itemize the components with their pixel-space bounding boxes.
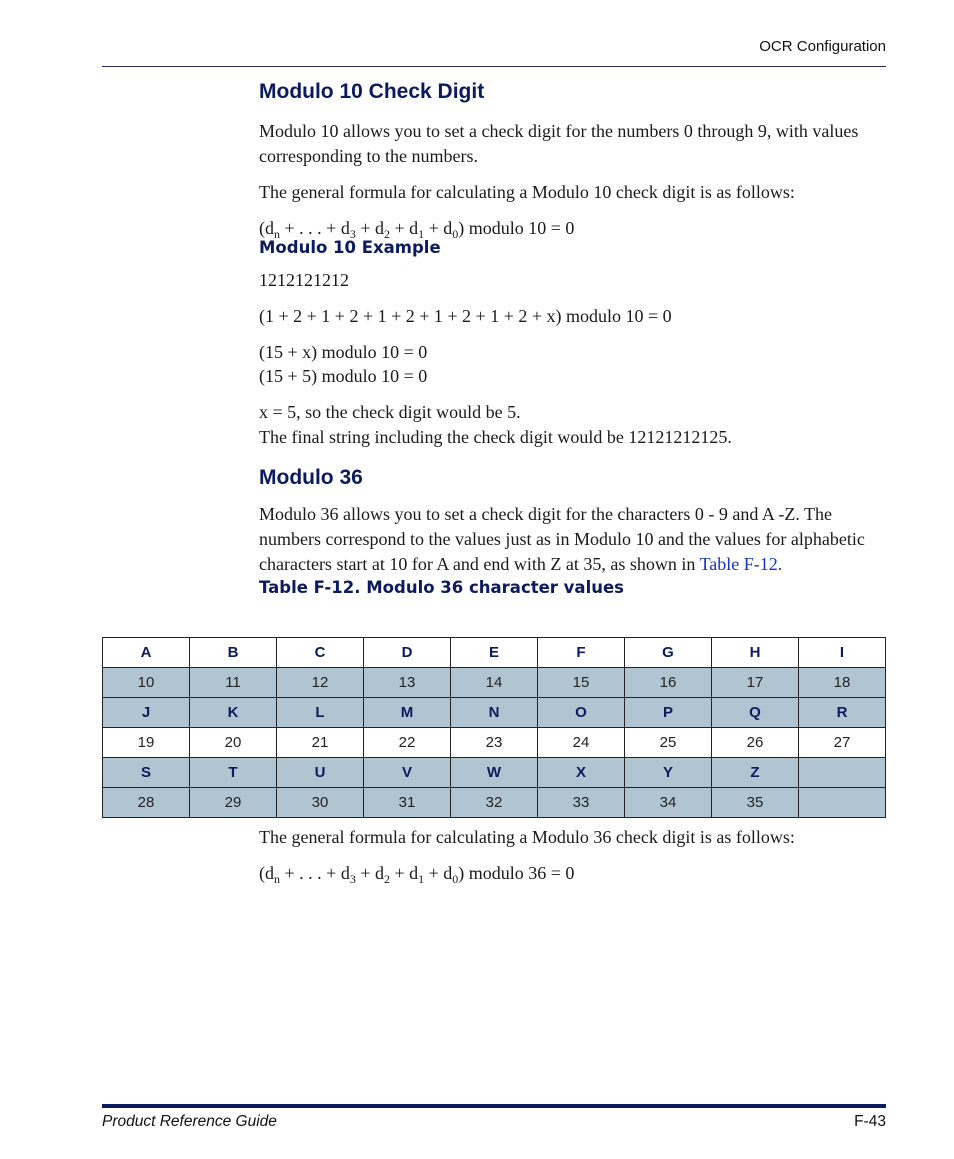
table-cell [799, 758, 886, 788]
page-content [259, 78, 889, 599]
mod10-formula: ($d_n$ + . . . + $d_3 + d_2 + d_1 + d_0$) modulo 10 = 0 [259, 218, 575, 241]
table-cell: 17 [712, 668, 799, 698]
table-cell: R [799, 698, 886, 728]
table-cell: Y [625, 758, 712, 788]
table-cell: 11 [190, 668, 277, 698]
table-cell: 12 [277, 668, 364, 698]
header-divider [102, 66, 886, 67]
table-caption: Table F-12. Modulo 36 character values [259, 578, 624, 597]
table-cell: O [538, 698, 625, 728]
table-row [103, 668, 886, 698]
table-cell: I [799, 638, 886, 668]
table-cell: 26 [712, 728, 799, 758]
table-link[interactable]: Table F-12. [699, 554, 783, 574]
table-cell: P [625, 698, 712, 728]
table-cell: 33 [538, 788, 625, 818]
table-cell: C [277, 638, 364, 668]
example-heading: Modulo 10 Example [259, 238, 441, 257]
mod36-heading: Modulo 36 [259, 466, 363, 489]
table-cell: K [190, 698, 277, 728]
table-cell: Z [712, 758, 799, 788]
mod10-heading: Modulo 10 Check Digit [259, 80, 485, 103]
table-row [103, 728, 886, 758]
table-row [103, 698, 886, 728]
table-cell: H [712, 638, 799, 668]
table-cell: V [364, 758, 451, 788]
table-cell: S [103, 758, 190, 788]
table-cell: W [451, 758, 538, 788]
table-cell: 22 [364, 728, 451, 758]
table-cell: 24 [538, 728, 625, 758]
table-cell: 25 [625, 728, 712, 758]
table-cell: G [625, 638, 712, 668]
example-line5: The final string including the check digit would be 12121212125. [259, 427, 732, 447]
table-cell [799, 788, 886, 818]
table-cell: L [277, 698, 364, 728]
mod36-formula-intro: The general formula for calculating a Modulo 36 check digit is as follows: [259, 827, 795, 847]
table-cell: 13 [364, 668, 451, 698]
page-number: F-43 [854, 1113, 886, 1130]
table-cell: E [451, 638, 538, 668]
mod36-intro: Modulo 36 allows you to set a check digit for the characters 0 - 9 and A -Z. The numbers correspond to the values just as in Modulo 10 and the values for alphabetic characters start at 10 for A and end with Z at 35, as shown in Table F-12. [259, 504, 865, 574]
running-header: OCR Configuration [759, 38, 886, 55]
table-cell: 20 [190, 728, 277, 758]
table-cell: 21 [277, 728, 364, 758]
table-row [103, 638, 886, 668]
modulo36-table [102, 637, 886, 818]
table-cell: B [190, 638, 277, 668]
footer-divider [102, 1104, 886, 1108]
example-line3: (15 + 5) modulo 10 = 0 [259, 366, 428, 386]
table-cell: U [277, 758, 364, 788]
table-cell: 14 [451, 668, 538, 698]
table-cell: X [538, 758, 625, 788]
table-cell: F [538, 638, 625, 668]
table-body [103, 638, 886, 818]
table-cell: T [190, 758, 277, 788]
table-cell: J [103, 698, 190, 728]
example-number: 1212121212 [259, 270, 349, 290]
example-line1: (1 + 2 + 1 + 2 + 1 + 2 + 1 + 2 + 1 + 2 + x) modulo 10 = 0 [259, 306, 672, 326]
table-cell: 23 [451, 728, 538, 758]
table-cell: 34 [625, 788, 712, 818]
table-cell: 28 [103, 788, 190, 818]
table-cell: 10 [103, 668, 190, 698]
mod10-intro: Modulo 10 allows you to set a check digit for the numbers 0 through 9, with values corresponding to the numbers. [259, 121, 859, 166]
table-cell: Q [712, 698, 799, 728]
post-table-content [259, 825, 889, 886]
table-cell: 16 [625, 668, 712, 698]
table-cell: 35 [712, 788, 799, 818]
table-cell: 19 [103, 728, 190, 758]
table-cell: 18 [799, 668, 886, 698]
table-cell: 15 [538, 668, 625, 698]
table-row [103, 788, 886, 818]
table-cell: 30 [277, 788, 364, 818]
example-line4: x = 5, so the check digit would be 5. [259, 402, 521, 422]
table-cell: 27 [799, 728, 886, 758]
table-row [103, 758, 886, 788]
mod10-formula-intro: The general formula for calculating a Modulo 10 check digit is as follows: [259, 182, 795, 202]
table-cell: A [103, 638, 190, 668]
table-cell: N [451, 698, 538, 728]
mod36-formula: ($d_n$ + . . . + $d_3 + d_2 + d_1 + d_0$) modulo 36 = 0 [259, 863, 575, 886]
table-cell: D [364, 638, 451, 668]
table-cell: 32 [451, 788, 538, 818]
table-cell: 31 [364, 788, 451, 818]
table-cell: M [364, 698, 451, 728]
table-cell: 29 [190, 788, 277, 818]
footer-title: Product Reference Guide [102, 1113, 277, 1130]
example-line2: (15 + x) modulo 10 = 0 [259, 342, 428, 362]
